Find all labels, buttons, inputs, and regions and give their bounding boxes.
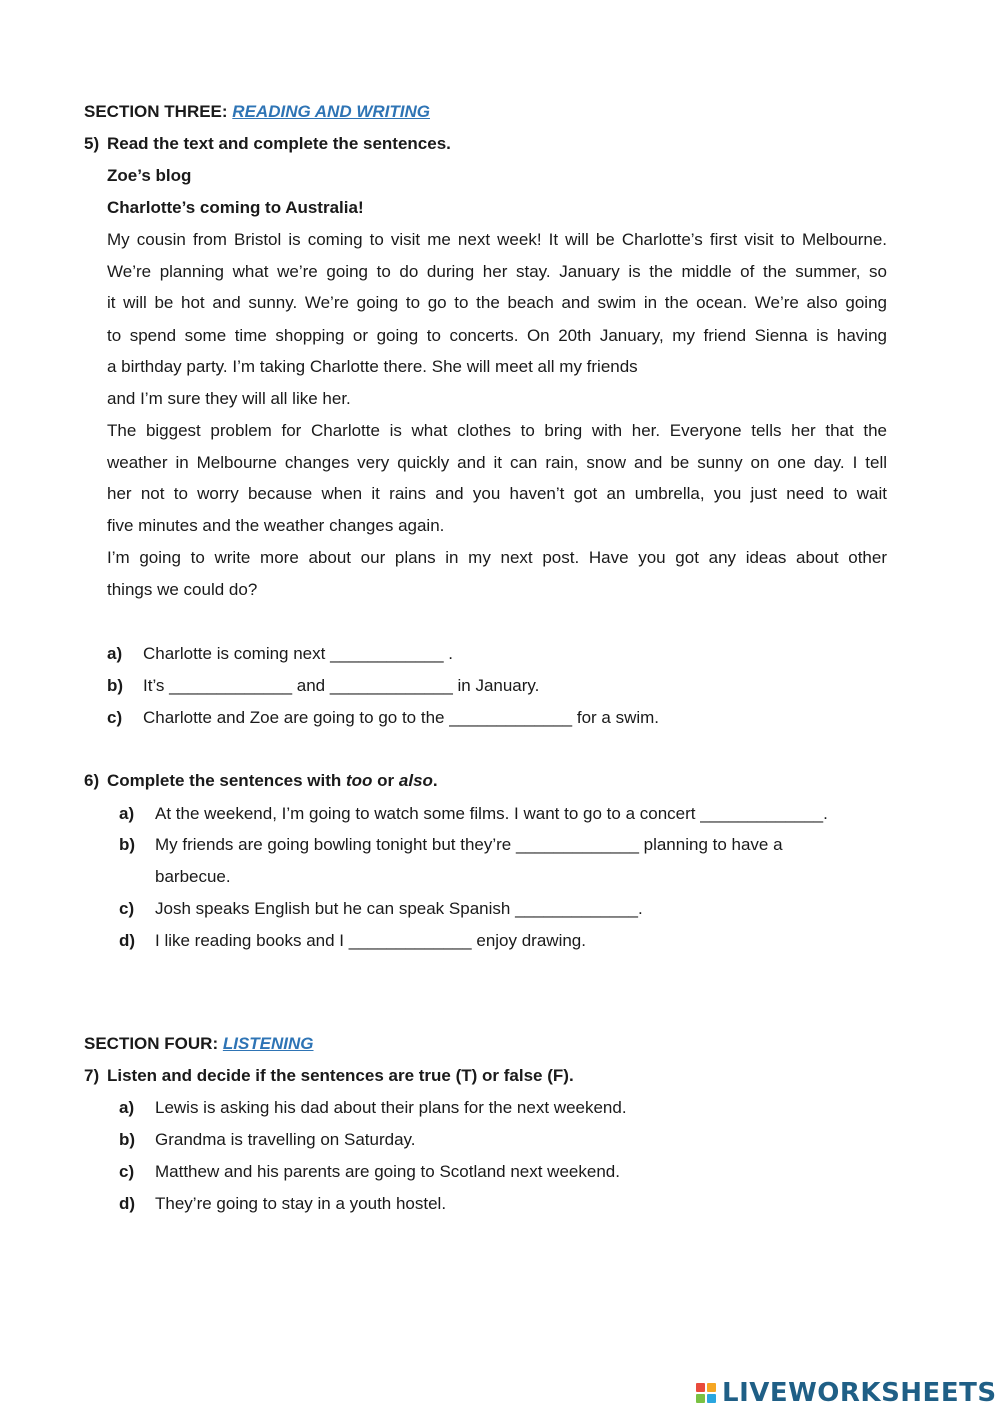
passage-line: her not to worry because when it rains and you haven’t got an umbrella, you just need to wait (107, 484, 887, 503)
listening-link[interactable]: LISTENING (222, 1034, 314, 1053)
section-three-heading (84, 101, 430, 123)
passage-line: things we could do? (107, 580, 258, 599)
logo-text: LIVEWORKSHEETS (722, 1378, 997, 1408)
q6-instruction (107, 770, 438, 792)
item-label: c) (107, 708, 123, 727)
q6-instruction-mid: or (372, 771, 399, 790)
q6-number: 6) (84, 771, 100, 790)
item-label: b) (107, 676, 124, 695)
q6-instruction-pre: Complete the sentences with (107, 771, 346, 790)
item-text: I like reading books and I _____________ enjoy drawing. (155, 931, 586, 950)
passage-line: it will be hot and sunny. We’re going to go to the beach and swim in the ocean. We’re also going (107, 293, 887, 312)
logo-square-red (696, 1383, 705, 1392)
liveworksheets-logo[interactable] (696, 1378, 997, 1408)
passage-line: I’m going to write more about our plans in my next post. Have you got any ideas about other (107, 548, 887, 567)
q7-number: 7) (84, 1066, 100, 1085)
q5-number: 5) (84, 134, 100, 153)
item-text: Lewis is asking his dad about their plans for the next weekend. (155, 1098, 627, 1117)
reading-writing-link[interactable]: READING AND WRITING (232, 102, 430, 121)
post-title: Charlotte’s coming to Australia! (107, 198, 364, 217)
passage-line: and I’m sure they will all like her. (107, 389, 351, 408)
item-text: barbecue. (155, 867, 231, 886)
section-four-prefix: SECTION FOUR: (84, 1034, 223, 1053)
logo-square-orange (707, 1383, 716, 1392)
item-label: a) (107, 644, 123, 663)
blog-title: Zoe’s blog (107, 166, 192, 185)
passage-line: five minutes and the weather changes again. (107, 516, 445, 535)
item-label: a) (119, 804, 135, 823)
item-text: Charlotte is coming next ____________ . (143, 644, 453, 663)
item-text: Matthew and his parents are going to Scotland next weekend. (155, 1162, 620, 1181)
item-label: b) (119, 835, 136, 854)
item-label: c) (119, 1162, 135, 1181)
passage-line: My cousin from Bristol is coming to visit me next week! It will be Charlotte’s first visit to Melbourne. (107, 230, 887, 249)
passage-line: The biggest problem for Charlotte is what clothes to bring with her. Everyone tells her that the (107, 421, 887, 440)
item-text: Josh speaks English but he can speak Spanish _____________. (155, 899, 643, 918)
section-four-heading (84, 1033, 314, 1055)
item-label: d) (119, 931, 136, 950)
item-text: Grandma is travelling on Saturday. (155, 1130, 416, 1149)
q6-instruction-post: . (432, 771, 438, 790)
q7-instruction: Listen and decide if the sentences are true (T) or false (F). (107, 1066, 574, 1085)
item-text: They’re going to stay in a youth hostel. (155, 1194, 447, 1213)
q5-instruction: Read the text and complete the sentences. (107, 134, 451, 153)
passage-line: to spend some time shopping or going to concerts. On 20th January, my friend Sienna is having (107, 326, 887, 345)
item-text: My friends are going bowling tonight but they’re _____________ planning to have a (155, 835, 783, 854)
q6-word-also: also (398, 771, 433, 790)
passage-line: a birthday party. I’m taking Charlotte there. She will meet all my friends (107, 357, 638, 376)
item-label: c) (119, 899, 135, 918)
logo-square-blue (707, 1394, 716, 1403)
logo-square-green (696, 1394, 705, 1403)
item-label: a) (119, 1098, 135, 1117)
item-text: It’s _____________ and _____________ in January. (143, 676, 540, 695)
item-label: d) (119, 1194, 136, 1213)
passage-line: We’re planning what we’re going to do during her stay. January is the middle of the summer, so (107, 262, 887, 281)
q6-word-too: too (346, 771, 373, 790)
item-label: b) (119, 1130, 136, 1149)
passage-line: weather in Melbourne changes very quickly and it can rain, snow and be sunny on one day. I tell (107, 453, 887, 472)
item-text: Charlotte and Zoe are going to go to the _____________ for a swim. (143, 708, 660, 727)
item-text: At the weekend, I’m going to watch some films. I want to go to a concert _____________. (155, 804, 828, 823)
section-three-prefix: SECTION THREE: (84, 102, 233, 121)
logo-grid-icon (696, 1383, 716, 1403)
